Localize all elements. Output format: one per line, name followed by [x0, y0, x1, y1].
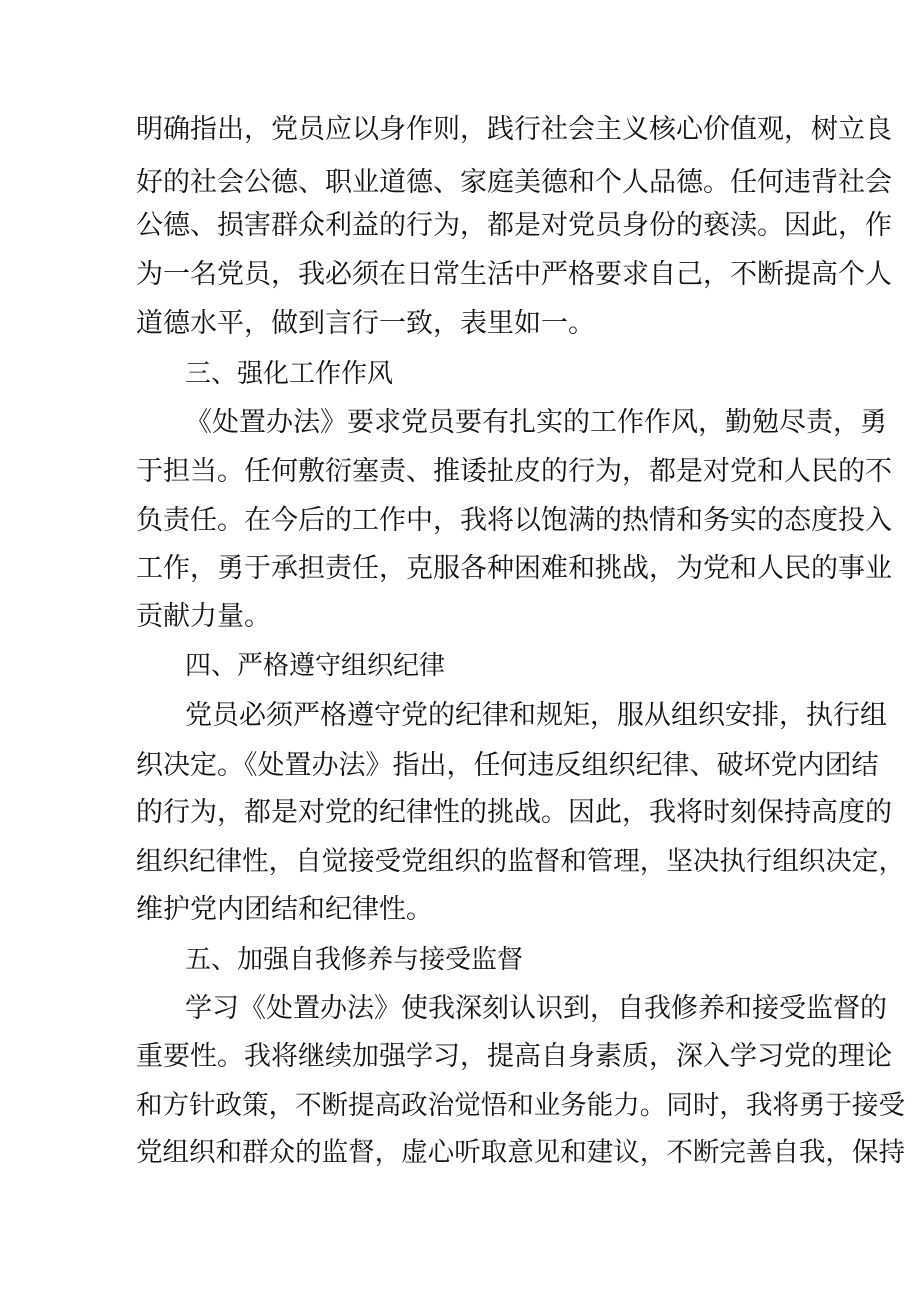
- paragraph-line: 学习《处置办法》使我深刻认识到，自我修养和接受监督的: [185, 993, 887, 1024]
- paragraph-line: 重要性。我将继续加强学习，提高自身素质，深入学习党的理论: [136, 1041, 892, 1072]
- paragraph-line: 道德水平，做到言行一致，表里如一。: [136, 308, 595, 339]
- paragraph-line: 的行为，都是对党的纪律性的挑战。因此，我将时刻保持高度的: [136, 797, 892, 828]
- paragraph-line: 好的社会公德、职业道德、家庭美德和个人品德。任何违背社会: [136, 167, 892, 198]
- paragraph-line: 工作，勇于承担责任，克服各种困难和挑战，为党和人民的事业: [136, 553, 892, 584]
- paragraph-line: 负责任。在今后的工作中，我将以饱满的热情和务实的态度投入: [136, 505, 892, 536]
- paragraph-line: 党员必须严格遵守党的纪律和规矩，服从组织安排，执行组: [185, 700, 887, 731]
- paragraph-line: 贡献力量。: [136, 601, 271, 632]
- paragraph-line: 公德、损害群众利益的行为，都是对党员身份的亵渎。因此，作: [136, 210, 892, 241]
- paragraph-line: 组织纪律性，自觉接受党组织的监督和管理，坚决执行组织决定，: [136, 846, 905, 877]
- paragraph-line: 党组织和群众的监督，虚心听取意见和建议，不断完善自我，保持: [136, 1137, 905, 1168]
- paragraph-line: 和方针政策，不断提高政治觉悟和业务能力。同时，我将勇于接受: [136, 1090, 905, 1121]
- section-heading-3: 三、强化工作作风: [185, 359, 394, 389]
- paragraph-line: 织决定。《处置办法》指出，任何违反组织纪律、破坏党内团结: [136, 750, 879, 781]
- paragraph-line: 于担当。任何敷衍塞责、推诿扯皮的行为，都是对党和人民的不: [136, 456, 892, 487]
- paragraph-line: 为一名党员，我必须在日常生活中严格要求自己，不断提高个人: [136, 259, 892, 290]
- section-heading-5: 五、加强自我修养与接受监督: [185, 945, 524, 975]
- paragraph-line: 维护党内团结和纪律性。: [136, 894, 433, 925]
- paragraph-line: 《处置办法》要求党员要有扎实的工作作风，勤勉尽责，勇: [185, 407, 887, 438]
- section-heading-4: 四、严格遵守组织纪律: [185, 651, 446, 681]
- paragraph-line: 明确指出，党员应以身作则，践行社会主义核心价值观，树立良: [136, 114, 892, 145]
